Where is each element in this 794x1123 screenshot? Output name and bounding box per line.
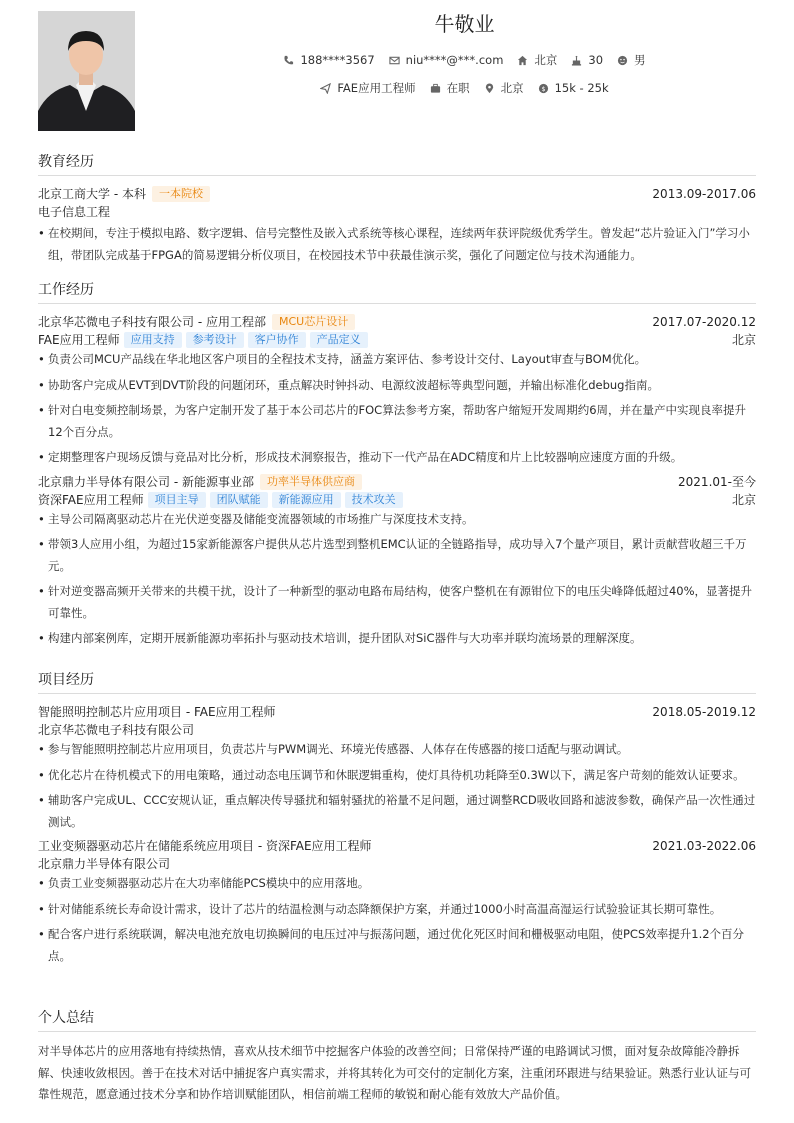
send-icon — [320, 83, 331, 94]
skill-tag: 产品定义 — [310, 332, 368, 348]
job-city: 北京 — [731, 333, 756, 347]
list-item: • 辅助客户完成UL、CCC安规认证，重点解决传导骚扰和辐射骚扰的裕量不足问题，通过调整RCD吸收回路和滤波参数，确保产品一次性通过测试。 — [38, 790, 756, 833]
project-name: 智能照明控制芯片应用项目 - FAE应用工程师 — [38, 705, 276, 719]
target-role-text: FAE应用工程师 — [337, 81, 416, 95]
target-role-item — [320, 80, 415, 96]
candidate-name: 牛敬业 — [434, 12, 495, 36]
salary-text: 15k - 25k — [554, 81, 609, 95]
phone-text: 188****3567 — [300, 53, 375, 67]
project-name: 工业变频器驱动芯片在储能系统应用项目 - 资深FAE应用工程师 — [38, 839, 372, 853]
company-tag: MCU芯片设计 — [272, 314, 355, 330]
job-dates: 2021.01-至今 — [678, 474, 756, 489]
mail-icon — [389, 55, 400, 66]
summary-section — [38, 1007, 756, 1106]
job-header — [38, 313, 756, 331]
major: 电子信息工程 — [38, 205, 111, 219]
list-item: • 负责工业变频器驱动芯片在大功率储能PCS模块中的应用落地。 — [38, 873, 756, 895]
skill-tag: 技术攻关 — [345, 492, 403, 508]
hometown-text: 北京 — [534, 53, 558, 67]
money-icon — [538, 83, 549, 94]
skill-tag: 团队赋能 — [210, 492, 268, 508]
age-text: 30 — [588, 53, 604, 67]
job-role: FAE应用工程师 — [38, 333, 120, 347]
skill-tag: 新能源应用 — [272, 492, 341, 508]
gender-icon — [617, 55, 628, 66]
project-dates: 2021.03-2022.06 — [652, 839, 756, 853]
target-city-item — [484, 80, 524, 96]
projects-section — [38, 669, 756, 971]
education-dates: 2013.09-2017.06 — [652, 187, 756, 201]
list-item: • 构建内部案例库，定期开展新能源功率拓扑与驱动技术培训，提升团队对SiC器件与大功率并联均流场景的理解深度。 — [38, 628, 756, 650]
gender-text: 男 — [634, 53, 646, 67]
home-icon — [517, 55, 528, 66]
email-item — [389, 53, 504, 67]
job-dates: 2017.07-2020.12 — [652, 315, 756, 329]
list-item: • 负责公司MCU产品线在华北地区客户项目的全程技术支持，涵盖方案评估、参考设计交付、Layout审查与BOM优化。 — [38, 349, 756, 371]
job-city: 北京 — [731, 492, 756, 507]
job-header — [38, 473, 756, 491]
list-item: • 针对白电变频控制场景，为客户定制开发了基于本公司芯片的FOC算法参考方案，帮助客户缩短开发周期约6周，并在量产中实现良率提升12个百分点。 — [38, 400, 756, 443]
education-section — [38, 151, 756, 270]
school-tag: 一本院校 — [152, 186, 210, 202]
phone-item — [283, 53, 374, 67]
hometown-item — [517, 52, 557, 68]
school-name: 北京工商大学 - 本科 — [38, 187, 146, 201]
company-name: 北京鼎力半导体有限公司 - 新能源事业部 — [38, 474, 254, 489]
education-header — [38, 185, 756, 203]
svg-text:$: $ — [541, 84, 546, 93]
project-company: 北京华芯微电子科技有限公司 — [38, 723, 195, 737]
skill-tag: 应用支持 — [124, 332, 182, 348]
work-section — [38, 279, 756, 654]
list-item: • 主导公司隔离驱动芯片在光伏逆变器及储能变流器领域的市场推广与深度技术支持。 — [38, 509, 756, 531]
list-item: • 针对逆变器高频开关带来的共模干扰，设计了一种新型的驱动电路布局结构，使客户整机在有源钳位下的电压尖峰降低超过40%，显著提升可靠性。 — [38, 581, 756, 624]
list-item: • 定期整理客户现场反馈与竞品对比分析，形成技术洞察报告，推动下一代产品在ADC精度和片上比较器响应速度方面的升级。 — [38, 447, 756, 469]
salary-item — [538, 81, 609, 95]
job-role-row — [38, 331, 756, 349]
company-tag: 功率半导体供应商 — [260, 474, 362, 490]
job-role: 资深FAE应用工程师 — [38, 492, 144, 507]
skill-tag: 参考设计 — [186, 332, 244, 348]
job-intent-row — [135, 80, 794, 96]
phone-icon — [283, 55, 294, 66]
status-text: 在职 — [446, 81, 470, 95]
project-header — [38, 837, 756, 855]
list-item: • 配合客户进行系统联调，解决电池充放电切换瞬间的电压过冲与振荡问题，通过优化死区时间和栅极驱动电阻，使PCS效率提升1.2个百分点。 — [38, 924, 756, 967]
list-item: • 协助客户完成从EVT到DVT阶段的问题闭环，重点解决时钟抖动、电源纹波超标等典型问题，并输出标准化debug指南。 — [38, 375, 756, 397]
gender-item — [617, 52, 646, 68]
project-dates: 2018.05-2019.12 — [652, 705, 756, 719]
list-item: • 优化芯片在待机模式下的用电策略，通过动态电压调节和休眠逻辑重构，使灯具待机功耗降至0.3W以下，满足客户苛刻的能效认证要求。 — [38, 765, 756, 787]
work-title: 工作经历 — [38, 279, 756, 304]
education-title: 教育经历 — [38, 151, 756, 176]
list-item: • 在校期间，专注于模拟电路、数字逻辑、信号完整性及嵌入式系统等核心课程，连续两年获评院级优秀学生。曾发起“芯片验证入门”学习小组，带团队完成基于FPGA的简易逻辑分析仪项目，在校园技术节中获最佳演示奖，强化了问题定位与技术沟通能力。 — [38, 223, 756, 266]
briefcase-icon — [430, 83, 441, 94]
project-company: 北京鼎力半导体有限公司 — [38, 857, 171, 871]
skill-tag: 项目主导 — [148, 492, 206, 508]
summary-title: 个人总结 — [38, 1007, 756, 1032]
list-item: • 参与智能照明控制芯片应用项目，负责芯片与PWM调光、环境光传感器、人体存在传感器的接口适配与驱动调试。 — [38, 739, 756, 761]
contact-row — [135, 52, 794, 68]
list-item: • 针对储能系统长寿命设计需求，设计了芯片的结温检测与动态降额保护方案，并通过1000小时高温高湿运行试验验证其长期可靠性。 — [38, 899, 756, 921]
age-item — [571, 53, 603, 67]
company-name: 北京华芯微电子科技有限公司 - 应用工程部 — [38, 315, 266, 329]
projects-title: 项目经历 — [38, 669, 756, 694]
cake-icon — [571, 55, 582, 66]
status-item — [430, 80, 470, 96]
summary-text: 对半导体芯片的应用落地有持续热情，喜欢从技术细节中挖掘客户体验的改善空间；日常保持严谨的电路调试习惯，面对复杂故障能冷静拆解、快速收敛根因。善于在技术对话中捕捉客户真实需求，并将其转化为可交付的定制化方案，注重闭环跟进与结果验证。熟悉行业认证与可靠性规范，愿意通过技术分享和协作培训赋能团队，相信前端工程师的敏锐和耐心能有效放大产品价值。 — [38, 1044, 751, 1101]
location-icon — [484, 83, 495, 94]
skill-tag: 客户协作 — [248, 332, 306, 348]
project-header — [38, 703, 756, 721]
target-city-text: 北京 — [500, 81, 524, 95]
job-role-row — [38, 491, 756, 509]
profile-photo — [38, 11, 135, 131]
email-text: niu****@***.com — [405, 53, 504, 67]
list-item: • 带领3人应用小组，为超过15家新能源客户提供从芯片选型到整机EMC认证的全链路指导，成功导入7个量产项目，累计贡献营收超三千万元。 — [38, 534, 756, 577]
